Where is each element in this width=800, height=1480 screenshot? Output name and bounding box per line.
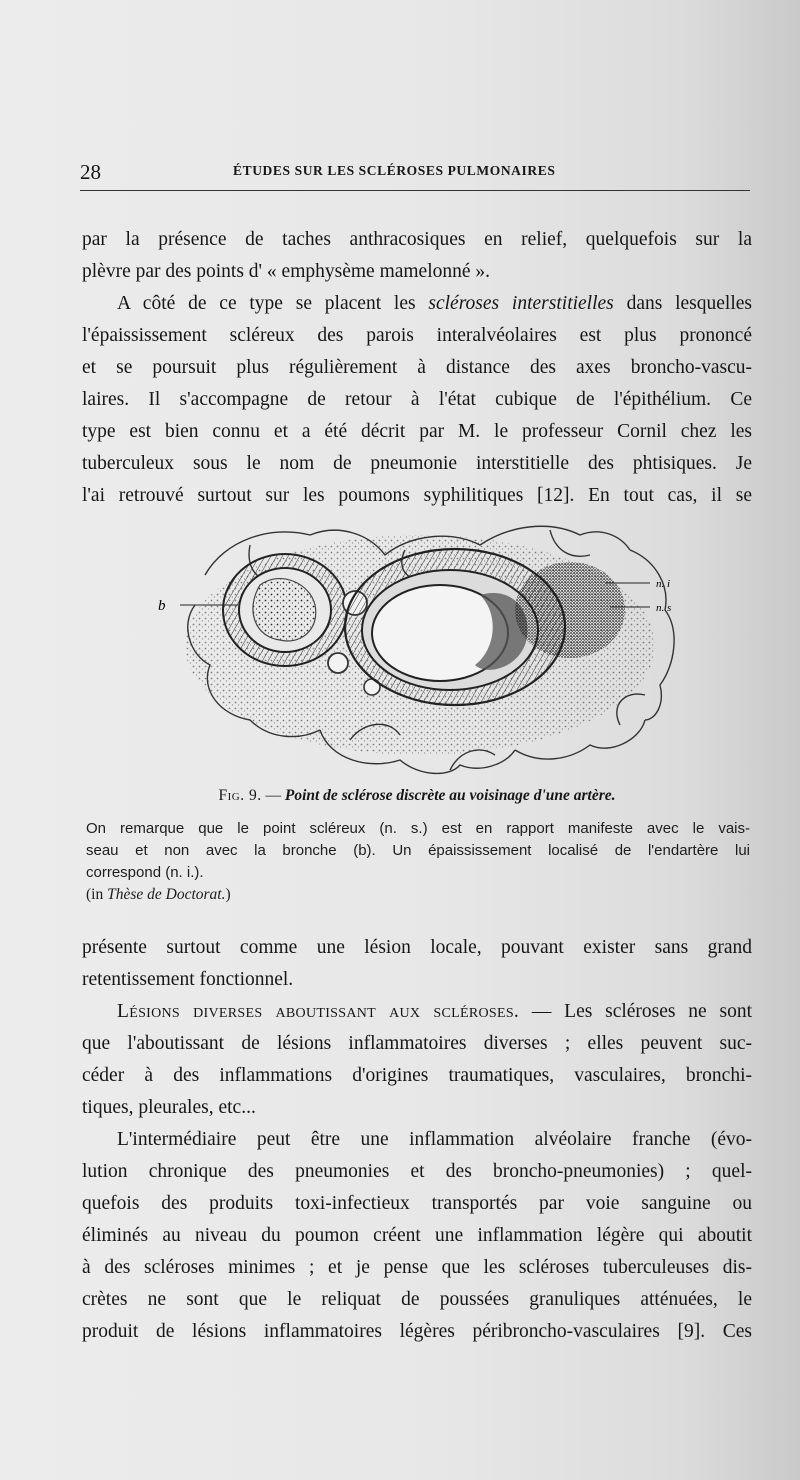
emphasis-term: scléroses interstitielles <box>428 293 614 314</box>
label-b: b <box>158 598 166 614</box>
legend-line: correspond (n. i.). <box>86 864 204 881</box>
text-line: type est bien connu et a été décrit par M. le professeur Cornil chez les <box>82 421 752 442</box>
legend-line: On remarque que le point scléreux (n. s.) est en rapport manifeste avec le vais- <box>86 820 750 837</box>
text-line: L'intermédiaire peut être une inflammation alvéolaire franche (évo- <box>117 1129 752 1150</box>
section-heading-line: Lésions diverses aboutissant aux scléroses. — Les scléroses ne sont <box>117 1001 752 1022</box>
figure-caption-text: Point de sclérose discrète au voisinage d'une artère. <box>284 787 616 804</box>
label-ni: n. i <box>656 578 671 590</box>
histology-figure <box>150 515 690 785</box>
page-number: 28 <box>80 160 101 184</box>
text-line: présente surtout comme une lésion locale, pouvant exister sans grand <box>82 937 752 958</box>
figure-legend <box>86 818 750 906</box>
text-line: éliminés au niveau du poumon créent une inflammation légère qui aboutit <box>82 1225 752 1246</box>
paragraph-after-figure <box>82 932 752 1348</box>
figure-source: (in Thèse de Doctorat.) <box>86 886 231 903</box>
text-line: A côté de ce type se placent les scléroses interstitielles dans lesquelles <box>117 293 753 314</box>
text-line: céder à des inflammations d'origines traumatiques, vasculaires, bronchi- <box>82 1065 752 1086</box>
text-line: plèvre par des points d' « emphysème mamelonné ». <box>82 261 491 282</box>
text-line: par la présence de taches anthracosiques en relief, quelquefois sur la <box>82 229 752 250</box>
paragraph-before-figure <box>82 224 752 512</box>
text-line: tiques, pleurales, etc... <box>82 1097 256 1118</box>
text-line: l'ai retrouvé surtout sur les poumons syphilitiques [12]. En tout cas, il se <box>82 485 752 506</box>
text-line: retentissement fonctionnel. <box>82 969 294 990</box>
text-line: à des scléroses minimes ; et je pense que les scléroses tuberculeuses dis- <box>82 1257 752 1278</box>
figure-caption <box>82 787 752 805</box>
caption-dash: — <box>261 787 285 804</box>
text-line: produit de lésions inflammatoires légères péribroncho-vasculaires [9]. Ces <box>82 1321 752 1342</box>
text-line: laires. Il s'accompagne de retour à l'état cubique de l'épithélium. Ce <box>82 389 752 410</box>
text-line: que l'aboutissant de lésions inflammatoires diverses ; elles peuvent suc- <box>82 1033 752 1054</box>
running-head <box>80 156 750 191</box>
text-line: et se poursuit plus régulièrement à distance des axes broncho-vascu- <box>82 357 752 378</box>
sclerotic-point <box>515 562 625 658</box>
text-line: lution chronique des pneumonies et des broncho-pneumonies) ; quel- <box>82 1161 752 1182</box>
legend-line: seau et non avec la bronche (b). Un épaississement localisé de l'endartère lui <box>86 842 750 859</box>
text-line: crètes ne sont que le reliquat de poussées granuliques atténuées, le <box>82 1289 752 1310</box>
text-line: l'épaississement scléreux des parois interalvéolaires est plus prononcé <box>82 325 752 346</box>
running-title: ÉTUDES SUR LES SCLÉROSES PULMONAIRES <box>233 163 556 178</box>
artery-sclerosis-illustration <box>150 515 690 785</box>
text-line: quefois des produits toxi-infectieux transportés par voie sanguine ou <box>82 1193 752 1214</box>
text-line: tuberculeux sous le nom de pneumonie interstitielle des phtisiques. Je <box>82 453 752 474</box>
section-heading: Lésions diverses aboutissant aux scléroses. <box>117 1001 520 1022</box>
label-ns: n. s <box>656 602 672 614</box>
bronchus <box>223 554 347 666</box>
figure-number: Fig. 9. <box>218 787 262 804</box>
